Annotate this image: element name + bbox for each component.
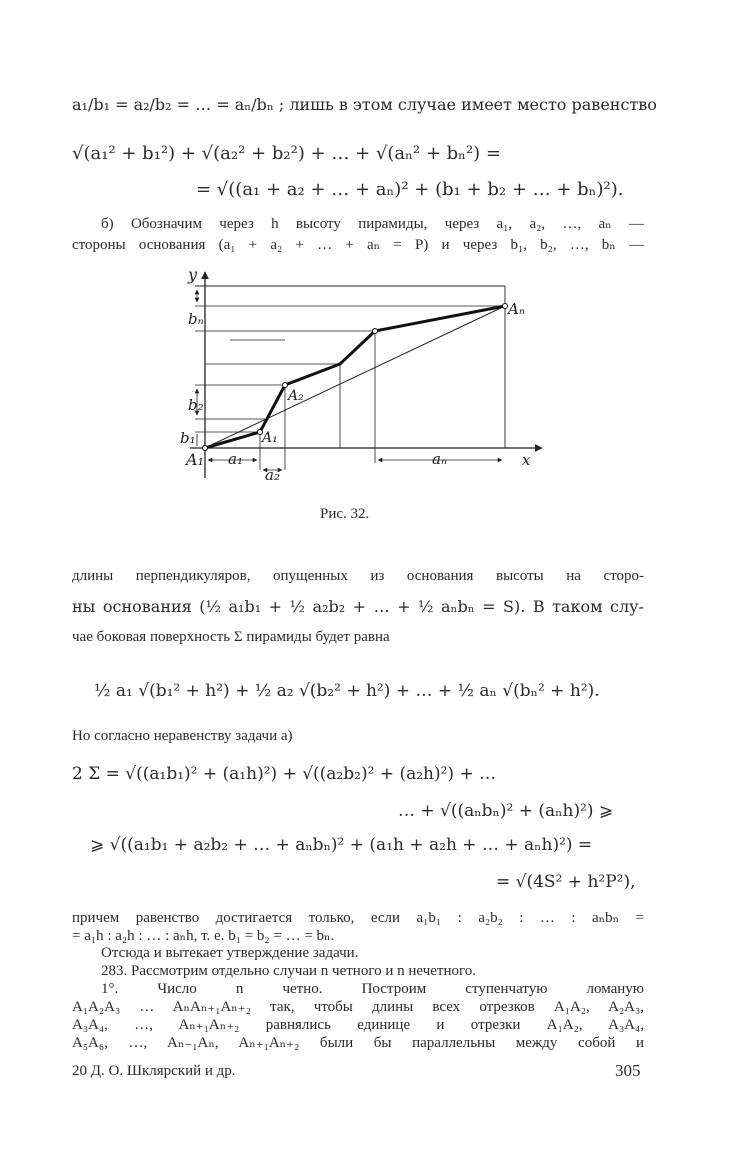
text-line-18: 283. Рассмотрим отдельно случаи n четного и n нечетного. [101, 963, 477, 979]
text-line-5: стороны основания (a₁ + a₂ + … + aₙ = P) и через b₁, b₂, …, bₙ — [72, 237, 644, 253]
label-A-point: A₁ [262, 430, 278, 446]
label-A2: A₂ [288, 388, 304, 404]
label-b2: b₂ [188, 396, 204, 414]
text-line-3: = √((a₁ + a₂ + … + aₙ)² + (b₁ + b₂ + … + bₙ)²). [196, 179, 624, 200]
text-line-2: √(a₁² + b₁²) + √(a₂² + b₂²) + … + √(aₙ² + bₙ²) = [72, 143, 501, 164]
text-line-19: 1°. Число n четно. Построим ступенчатую ломаную [101, 981, 644, 997]
figure-32 [170, 258, 550, 498]
diagonal [205, 306, 505, 448]
label-A-end: Aₙ [508, 300, 525, 318]
text-line-22: A₅A₆, …, Aₙ₋₁Aₙ, Aₙ₊₁Aₙ₊₂ были бы параллельны между собой и [72, 1035, 644, 1051]
text-line-9: ½ a₁ √(b₁² + h²) + ½ a₂ √(b₂² + h²) + … + ½ aₙ √(bₙ² + h²). [94, 681, 600, 701]
label-A1-origin: A₁ [186, 450, 204, 469]
text-line-21: A₃A₄, …, Aₙ₊₁Aₙ₊₂ равнялись единице и отрезки A₁A₂, A₃A₄, [72, 1017, 644, 1033]
text-line-15: причем равенство достигается только, если a₁b₁ : a₂b₂ : … : aₙbₙ = [72, 910, 644, 926]
text-line-8: чае боковая поверхность Σ пирамиды будет равна [72, 629, 390, 645]
label-a2: a₂ [265, 466, 280, 484]
text-line-13: ⩾ √((a₁b₁ + a₂b₂ + … + aₙbₙ)² + (a₁h + a₂h + … + aₙh)²) = [90, 835, 593, 855]
label-b1: b₁ [180, 429, 196, 447]
text-line-17: Отсюда и вытекает утверждение задачи. [101, 945, 359, 961]
text-line-10: Но согласно неравенству задачи а) [72, 728, 293, 744]
text-line-7: ны основания (½ a₁b₁ + ½ a₂b₂ + … + ½ aₙbₙ = S). В таком слу- [72, 597, 644, 616]
label-an: aₙ [432, 450, 448, 468]
text-line-12: … + √((aₙbₙ)² + (aₙh)²) ⩾ [398, 801, 614, 821]
label-bn: bₙ [188, 310, 204, 328]
text-line-4: б) Обозначим через h высоту пирамиды, через a₁, a₂, …, aₙ — [101, 216, 644, 232]
text-line-14: = √(4S² + h²P²), [496, 872, 636, 892]
footer-signature: 20 Д. О. Шклярский и др. [72, 1063, 236, 1079]
text-line-11: 2 Σ = √((a₁b₁)² + (a₁h)²) + √((a₂b₂)² + (a₂h)²) + … [72, 764, 497, 784]
figure-caption: Рис. 32. [320, 506, 370, 522]
text-line-1: a₁/b₁ = a₂/b₂ = … = aₙ/bₙ ; лишь в этом случае имеет место равенство [72, 95, 657, 114]
label-x: x [522, 451, 531, 469]
label-a1: a₁ [228, 450, 243, 468]
text-line-16: = a₁h : a₂h : … : aₙh, т. е. b₁ = b₂ = … = bₙ. [72, 928, 335, 944]
text-line-6: длины перпендикуляров, опущенных из основания высоты на сторо- [72, 568, 644, 584]
text-line-20: A₁A₂A₃ … AₙAₙ₊₁Aₙ₊₂ так, чтобы длины всех отрезков A₁A₂, A₂A₃, [72, 999, 644, 1015]
label-y: y [188, 265, 198, 284]
page-number: 305 [615, 1061, 641, 1080]
